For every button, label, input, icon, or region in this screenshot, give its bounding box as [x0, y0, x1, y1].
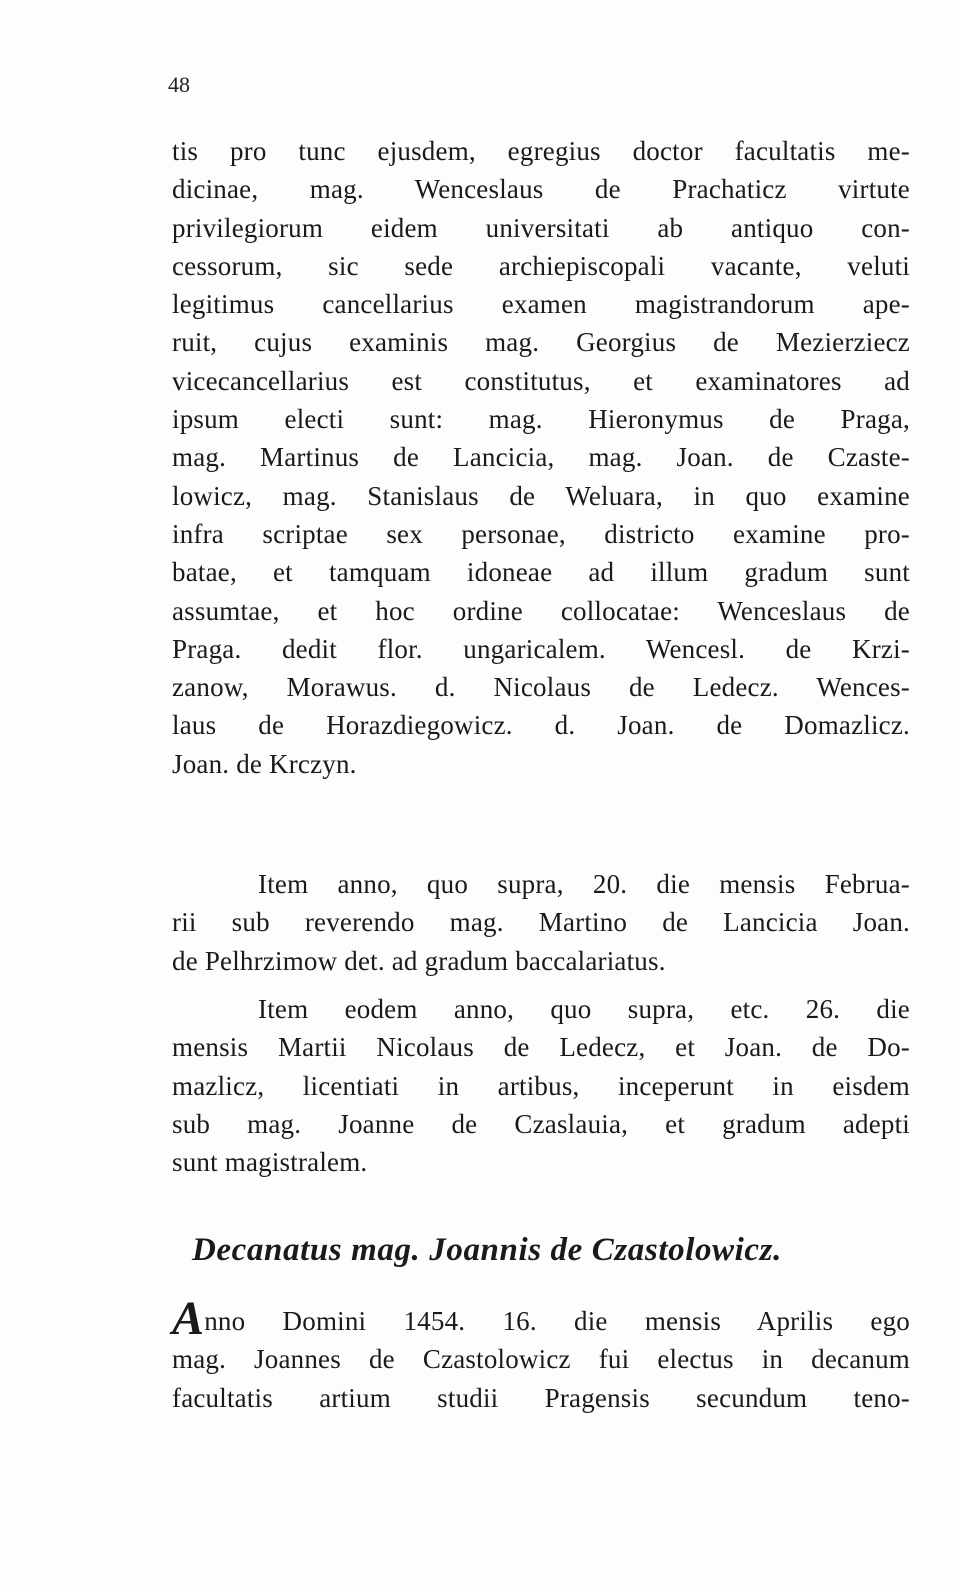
text-line: lowicz, mag. Stanislaus de Weluara, in quo examine [172, 480, 910, 511]
text-line: mag. Martinus de Lancicia, mag. Joan. de Czaste- [172, 442, 910, 473]
text-line: vicecancellarius est constitutus, et examinatores ad [172, 365, 910, 396]
drop-cap: A [172, 1292, 205, 1345]
text-line: mag. Joannes de Czastolowicz fui electus in decanum [172, 1344, 910, 1375]
paragraph-baccalariatus [172, 865, 910, 980]
paragraph-examination [172, 132, 910, 783]
text-line: de Pelhrzimow det. ad gradum baccalariatus. [172, 945, 666, 976]
text-line: mensis Martii Nicolaus de Ledecz, et Joan. de Do- [172, 1032, 910, 1063]
text-line: sub mag. Joanne de Czaslauia, et gradum adepti [172, 1108, 910, 1139]
text-line: sunt magistralem. [172, 1147, 368, 1178]
text-line: batae, et tamquam idoneae ad illum gradum sunt [172, 557, 910, 588]
text-line: mazlicz, licentiati in artibus, inceperunt in eisdem [172, 1070, 910, 1101]
text-line-first [172, 1292, 910, 1345]
text-line: ruit, cujus examinis mag. Georgius de Mezierziecz [172, 327, 910, 358]
text-line: Item eodem anno, quo supra, etc. 26. die [258, 994, 910, 1024]
text-line: Joan. de Krczyn. [172, 748, 357, 779]
paragraph-magistralem [172, 990, 910, 1181]
text-line: laus de Horazdiegowicz. d. Joan. de Domazlicz. [172, 710, 910, 741]
text-line: infra scriptae sex personae, districto examine pro- [172, 518, 910, 549]
page-number: 48 [168, 72, 190, 97]
first-line-text: nno Domini 1454. 16. die mensis Aprilis ego [204, 1306, 910, 1336]
text-line: dicinae, mag. Wenceslaus de Prachaticz virtute [172, 174, 910, 205]
text-line: legitimus cancellarius examen magistrandorum ape- [172, 289, 910, 320]
text-line: tis pro tunc ejusdem, egregius doctor facultatis me- [172, 136, 910, 166]
text-line: ipsum electi sunt: mag. Hieronymus de Praga, [172, 404, 910, 435]
text-line: facultatis artium studii Pragensis secundum teno- [172, 1382, 910, 1413]
text-line: privilegiorum eidem universitati ab antiquo con- [172, 212, 910, 243]
text-line: zanow, Morawus. d. Nicolaus de Ledecz. Wences- [172, 672, 910, 703]
paragraph-decanatus [172, 1292, 910, 1417]
text-line: rii sub reverendo mag. Martino de Lancicia Joan. [172, 907, 910, 938]
text-line: assumtae, et hoc ordine collocatae: Wenceslaus de [172, 595, 910, 626]
text-line: Praga. dedit flor. ungaricalem. Wencesl. de Krzi- [172, 633, 910, 664]
text-line: cessorum, sic sede archiepiscopali vacante, veluti [172, 250, 910, 281]
text-line: Item anno, quo supra, 20. die mensis Februa- [258, 869, 910, 899]
section-heading: Decanatus mag. Joannis de Czastolowicz. [192, 1232, 782, 1268]
